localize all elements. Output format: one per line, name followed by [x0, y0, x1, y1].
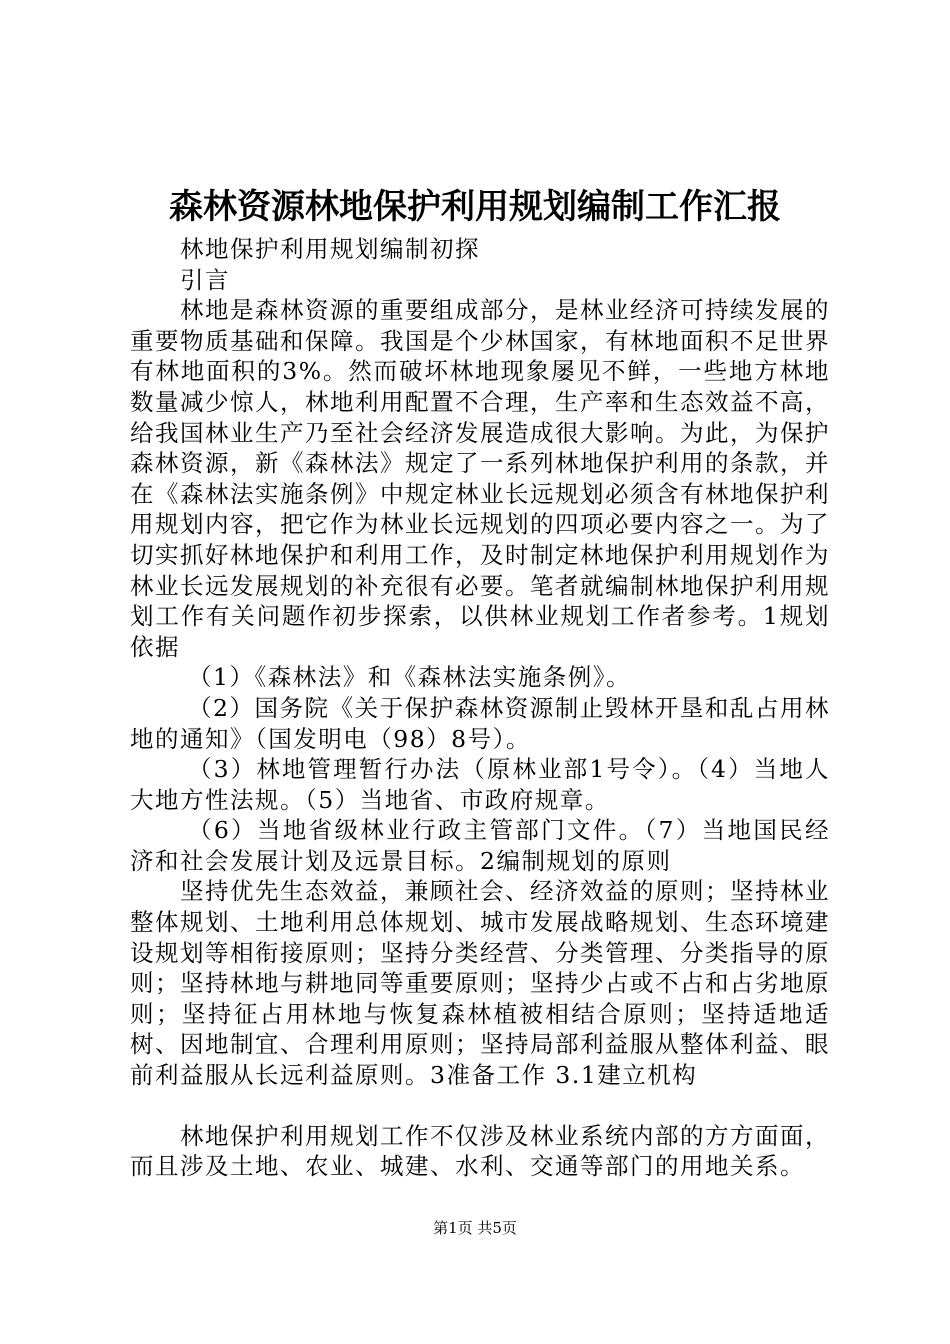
- paragraph-gap: [130, 1091, 830, 1121]
- document-title: 森林资源林地保护利用规划编制工作汇报: [169, 187, 781, 227]
- paragraph-principles: 坚持优先生态效益，兼顾社会、经济效益的原则；坚持林业整体规划、土地利用总体规划、城市发展战略规划、生态环境建设规划等相衔接原则；坚持分类经营、分类管理、分类指导的原则；坚持林地与耕地同等重要原则；坚持少占或不占和占劣地原则；坚持征占用林地与恢复森林植被相结合原则；坚持适地适树、因地制宜、合理利用原则；坚持局部利益服从整体利益、眼前利益服从长远利益原则。3准备工作 3.1建立机构: [130, 877, 830, 1090]
- paragraph-basis-1: （1）《森林法》和《森林法实施条例》。: [188, 663, 631, 692]
- page-footer: 第1页 共5页: [433, 1219, 517, 1237]
- document-body: [130, 234, 830, 1182]
- document-subtitle: 林地保护利用规划编制初探: [180, 235, 480, 263]
- paragraph-intro: 林地是森林资源的重要组成部分，是林业经济可持续发展的重要物质基础和保障。我国是个少林国家，有林地面积不足世界有林地面积的3%。然而破坏林地现象屡见不鲜，一些地方林地数量减少惊人，林地利用配置不合理，生产率和生态效益不高，给我国林业生产乃至社会经济发展造成很大影响。为此，为保护森林资源，新《森林法》规定了一系列林地保护利用的条款，并在《森林法实施条例》中规定林业长远规划必须含有林地保护利用规划内容，把它作为林业长远规划的四项必要内容之一。为了切实抓好林地保护和利用工作，及时制定林地保护利用规划作为林业长远发展规划的补充很有必要。笔者就编制林地保护利用规划工作有关问题作初步探索，以供林业规划工作者参考。1规划依据: [130, 296, 830, 661]
- intro-heading: 引言: [180, 265, 230, 294]
- paragraph-basis-3: （3）林地管理暂行办法（原林业部1号令）。（4）当地人大地方性法规。（5）当地省、市政府规章。: [130, 755, 830, 814]
- paragraph-basis-2: （2）国务院《关于保护森林资源制止毁林开垦和乱占用林地的通知》（国发明电（98）8号）。: [130, 693, 830, 753]
- paragraph-basis-6: （6）当地省级林业行政主管部门文件。（7）当地国民经济和社会发展计划及远景目标。2编制规划的原则: [130, 816, 830, 875]
- paragraph-organization: 林地保护利用规划工作不仅涉及林业系统内部的方方面面，而且涉及土地、农业、城建、水利、交通等部门的用地关系。: [130, 1121, 830, 1181]
